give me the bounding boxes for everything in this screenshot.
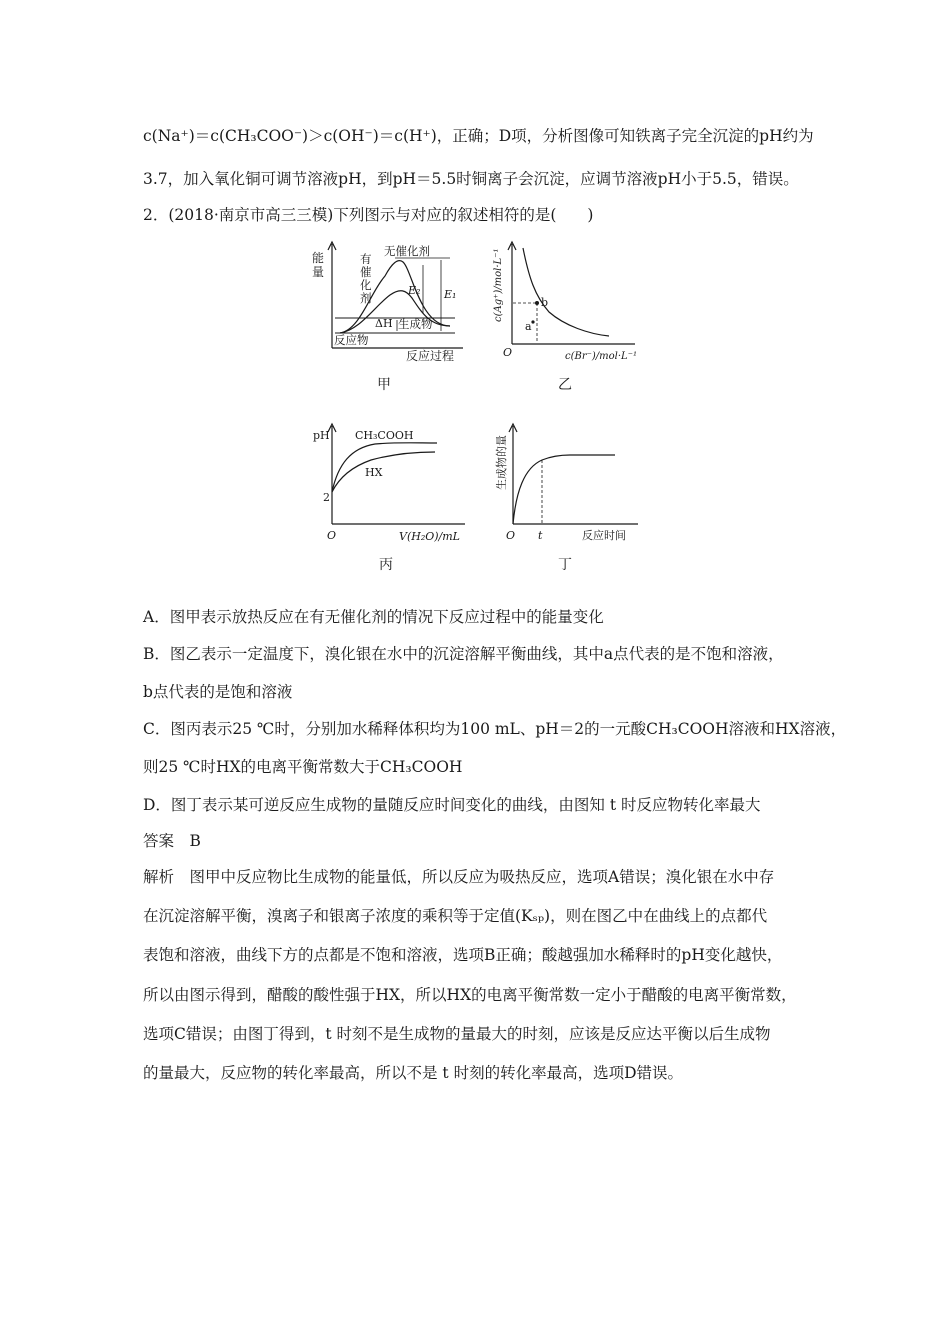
caption-yi: 乙 — [558, 377, 572, 393]
jia-reactant: 反应物 — [334, 333, 369, 347]
ding-origin: O — [506, 529, 516, 542]
caption-bing: 丙 — [379, 557, 393, 573]
ding-ylabel: 生成物的量 — [495, 435, 508, 490]
explanation-line-2: 在沉淀溶解平衡，溴离子和银离子浓度的乘积等于定值(Kₛₚ)，则在图乙中在曲线上的点都代 — [143, 907, 768, 925]
caption-jia: 甲 — [377, 377, 391, 393]
text-line-1: c(Na⁺)＝c(CH₃COO⁻)＞c(OH⁻)＝c(H⁺)，正确；D项，分析图像可知铁离子完全沉淀的pH约为 — [143, 127, 814, 145]
option-b: B．图乙表示一定温度下，溴化银在水中的沉淀溶解平衡曲线，其中a点代表的是不饱和溶液， — [143, 645, 784, 663]
yi-xlabel: c(Br⁻)/mol·L⁻¹ — [565, 351, 637, 362]
explanation-line-6: 的量最大，反应物的转化率最高，所以不是 t 时刻的转化率最高，选项D错误。 — [143, 1064, 684, 1082]
jia-product: 生成物 — [398, 317, 433, 331]
figure-ding — [490, 422, 650, 552]
explanation-line-5: 选项C错误；由图丁得到，t 时刻不是生成物的量最大的时刻，应该是反应达平衡以后生成物 — [143, 1025, 771, 1043]
jia-cat-1: 有 — [360, 252, 372, 266]
explanation-line-3: 表饱和溶液，曲线下方的点都是不饱和溶液，选项B正确；酸越强加水稀释时的pH变化越快， — [143, 946, 783, 964]
option-b-cont: b点代表的是饱和溶液 — [143, 683, 293, 701]
jia-xlabel: 反应过程 — [406, 349, 455, 363]
jia-dh: ΔH — [375, 317, 393, 330]
jia-cat-2: 催 — [360, 265, 372, 279]
jia-cat-3: 化 — [360, 278, 372, 292]
figure-bing — [305, 422, 475, 552]
ding-xlabel: 反应时间 — [582, 529, 626, 542]
bing-series-1: CH₃COOH — [355, 429, 414, 442]
jia-ylabel-1: 能 — [312, 251, 325, 265]
question-stem: 2．(2018·南京市高三三模)下列图示与对应的叙述相符的是( ) — [143, 206, 594, 224]
bing-xlabel: V(H₂O)/mL — [399, 530, 460, 543]
bing-tick-2: 2 — [323, 491, 330, 504]
explanation-line-4: 所以由图示得到，醋酸的酸性强于HX，所以HX的电离平衡常数一定小于醋酸的电离平衡常数， — [143, 986, 797, 1004]
jia-cat-4: 剂 — [360, 291, 372, 305]
jia-e1: E₁ — [444, 288, 457, 301]
option-c: C．图丙表示25 ℃时，分别加水稀释体积均为100 mL、pH＝2的一元酸CH₃COOH溶液和HX溶液， — [143, 720, 847, 738]
jia-no-catalyst: 无催化剂 — [384, 244, 430, 258]
option-d: D．图丁表示某可逆反应生成物的量随反应时间变化的曲线，由图知 t 时反应物转化率最大 — [143, 796, 761, 814]
option-c-cont: 则25 ℃时HX的电离平衡常数大于CH₃COOH — [143, 758, 463, 776]
ding-tick-t: t — [538, 529, 543, 542]
yi-origin: O — [503, 346, 513, 359]
explanation-line-1: 解析 图甲中反应物比生成物的能量低，所以反应为吸热反应，选项A错误；溴化银在水中存 — [143, 868, 775, 886]
bing-ylabel: pH — [313, 429, 330, 442]
figure-yi — [485, 238, 655, 368]
option-a: A．图甲表示放热反应在有无催化剂的情况下反应过程中的能量变化 — [143, 608, 604, 626]
caption-ding: 丁 — [558, 557, 572, 573]
text-line-2: 3.7，加入氧化铜可调节溶液pH，到pH＝5.5时铜离子会沉淀，应调节溶液pH小于5.5，错误。 — [143, 170, 799, 188]
answer: 答案 B — [143, 832, 201, 850]
yi-point-a: a — [525, 320, 532, 333]
figure-jia — [300, 238, 480, 368]
bing-origin: O — [327, 529, 337, 542]
yi-ylabel: c(Ag⁺)/mol·L⁻¹ — [493, 248, 504, 322]
jia-ylabel-2: 量 — [312, 265, 325, 279]
jia-e2: E₂ — [408, 284, 421, 297]
yi-point-b: b — [541, 296, 549, 309]
bing-series-2: HX — [365, 466, 383, 479]
